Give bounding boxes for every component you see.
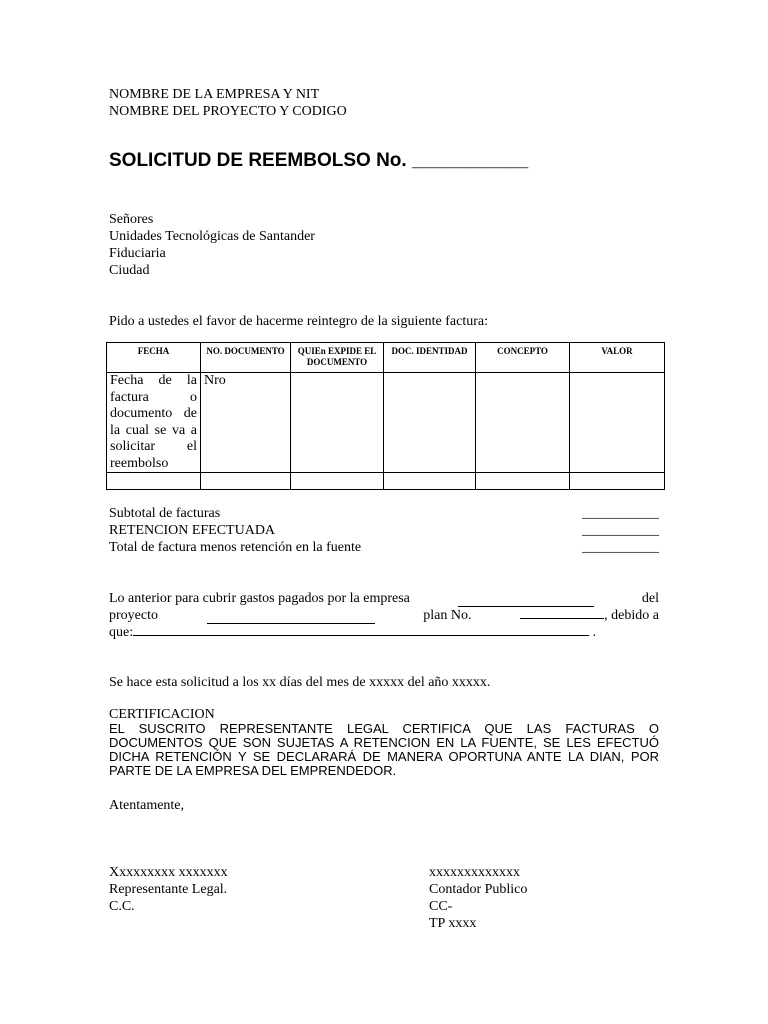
cell-no-documento: Nro [201, 373, 291, 473]
empty-cell [384, 473, 476, 490]
intro-text: Pido a ustedes el favor de hacerme reintegro de la siguiente factura: [109, 314, 489, 329]
total-label: Total de factura menos retención en la fuente [109, 540, 362, 555]
purpose-line-1 [109, 590, 659, 607]
header-valor: VALOR [570, 343, 665, 373]
accountant-role: Contador Publico [429, 882, 528, 897]
signature-legal-rep [109, 864, 228, 915]
header-concepto: CONCEPTO [476, 343, 570, 373]
purpose-line-3 [109, 624, 659, 641]
accountant-id: CC- [429, 899, 453, 914]
legal-rep-id: C.C. [109, 899, 135, 914]
recipient-fiduciary: Fiduciaria [109, 246, 166, 261]
accountant-tp: TP xxxx [429, 916, 477, 931]
cell-fecha: Fecha de la factura o documento de la cual se va a solicitar el reembolso [107, 373, 201, 473]
purpose-text-4: plan No. [423, 608, 472, 623]
plan-blank [520, 618, 604, 619]
date-line: Se hace esta solicitud a los xx días del mes de xxxxx del año xxxxx. [109, 675, 491, 690]
recipient-salutation: Señores [109, 212, 154, 227]
purpose-text-5: , debido a [604, 608, 659, 623]
table-row [107, 373, 665, 473]
legal-rep-role: Representante Legal. [109, 882, 228, 897]
cell-doc-identidad [384, 373, 476, 473]
company-name-line: NOMBRE DE LA EMPRESA Y NIT [109, 87, 320, 102]
empresa-blank [458, 590, 594, 607]
totals-block [109, 505, 659, 556]
purpose-text-7: . [592, 625, 597, 640]
subtotal-blank: ___________ [582, 506, 659, 521]
legal-rep-name: Xxxxxxxxx xxxxxxx [109, 865, 228, 880]
certification-heading: CERTIFICACION [109, 707, 215, 722]
cell-quien-expide [291, 373, 384, 473]
invoice-table [106, 342, 665, 490]
subtotal-label: Subtotal de facturas [109, 506, 221, 521]
header-doc-identidad: DOC. IDENTIDAD [384, 343, 476, 373]
recipient-institution: Unidades Tecnológicas de Santander [109, 229, 315, 244]
closing-text: Atentamente, [109, 798, 185, 813]
project-name-line: NOMBRE DEL PROYECTO Y CODIGO [109, 104, 347, 119]
empty-cell [107, 473, 201, 490]
retencion-row [109, 522, 659, 539]
cell-valor [570, 373, 665, 473]
purpose-block [109, 590, 659, 641]
subtotal-row [109, 505, 659, 522]
empty-cell [291, 473, 384, 490]
empty-cell [570, 473, 665, 490]
table-row-empty [107, 473, 665, 490]
retencion-label: RETENCION EFECTUADA [109, 523, 276, 538]
purpose-text-6: que: [109, 625, 134, 640]
empty-cell [476, 473, 570, 490]
total-row [109, 539, 659, 556]
motivo-blank [133, 635, 589, 636]
empty-cell [201, 473, 291, 490]
certification-body: EL SUSCRITO REPRESENTANTE LEGAL CERTIFICA QUE LAS FACTURAS O DOCUMENTOS QUE SON SUJETAS A RETENCION EN LA FUENTE, SE LES EFECTUÓ DICHA RETENCIÓN Y SE DECLARARÁ DE MANERA OPORTUNA ANTE LA DIAN, POR PARTE DE LA EMPRESA DEL EMPRENDEDOR. [109, 721, 659, 778]
table-header-row [107, 343, 665, 373]
retencion-blank: ___________ [582, 523, 659, 538]
cell-concepto [476, 373, 570, 473]
header-quien-expide: QUIEn EXPIDE EL DOCUMENTO [291, 343, 384, 373]
proyecto-blank [207, 607, 375, 624]
recipient-city: Ciudad [109, 263, 150, 278]
document-title: SOLICITUD DE REEMBOLSO No. ___________ [109, 150, 529, 171]
total-blank: ___________ [582, 540, 659, 555]
purpose-text-2: del [641, 591, 659, 606]
header-fecha: FECHA [107, 343, 201, 373]
company-header [109, 86, 347, 120]
purpose-line-2 [109, 607, 659, 624]
signature-accountant [429, 864, 527, 932]
recipient-block [109, 211, 315, 279]
header-no-documento: NO. DOCUMENTO [201, 343, 291, 373]
purpose-text-3: proyecto [109, 608, 158, 623]
accountant-name: xxxxxxxxxxxxx [429, 865, 520, 880]
purpose-text-1: Lo anterior para cubrir gastos pagados por la empresa [109, 591, 410, 606]
